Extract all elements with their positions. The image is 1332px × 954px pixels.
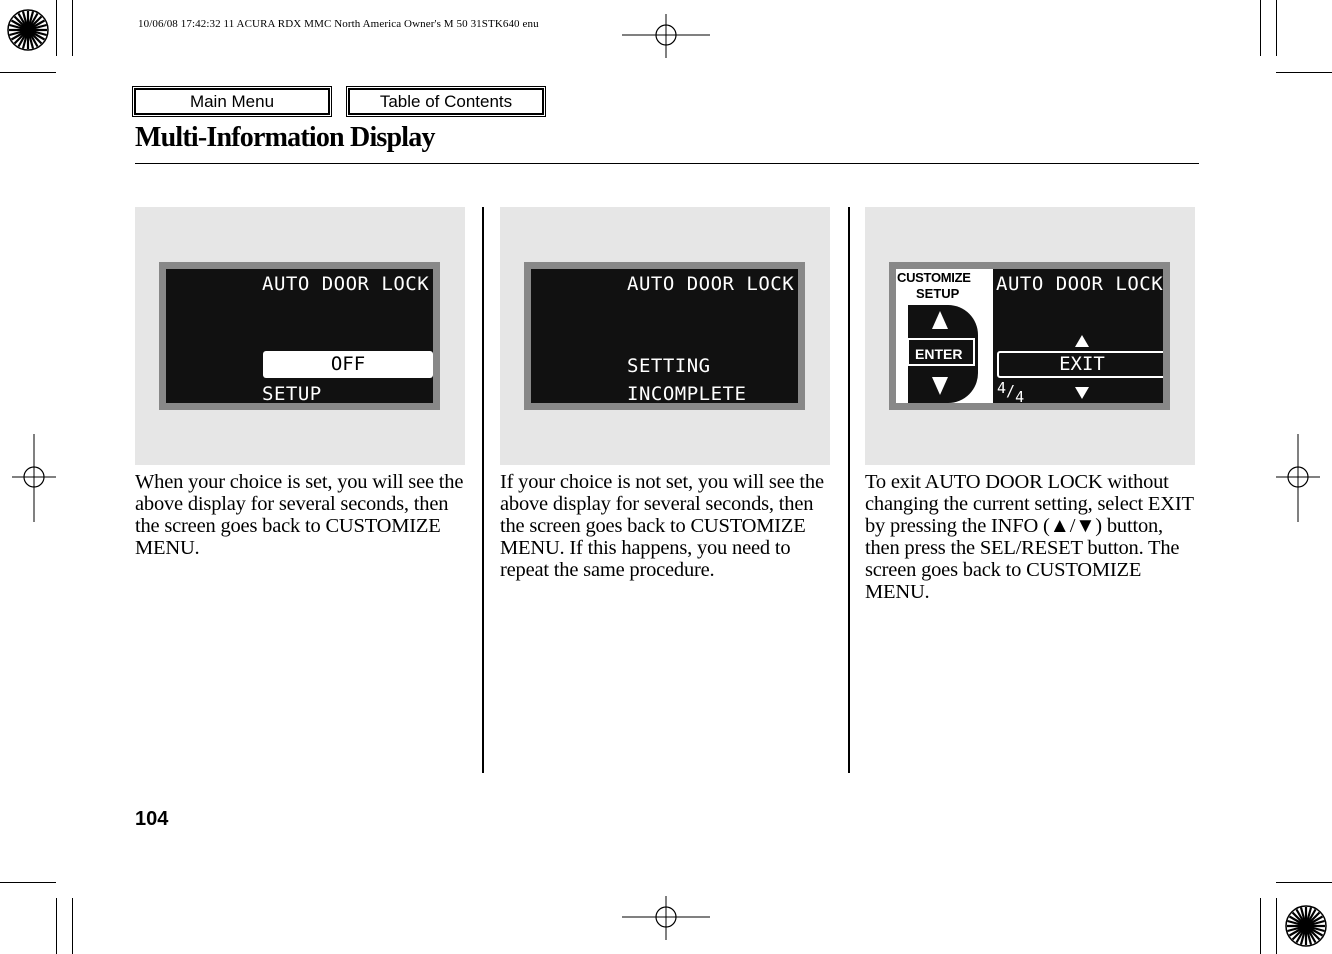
lcd-title: AUTO DOOR LOCK bbox=[262, 273, 430, 295]
display-figure-2 bbox=[500, 207, 830, 465]
registration-sunburst-icon bbox=[1284, 904, 1328, 948]
page-title: Multi-Information Display bbox=[135, 122, 435, 153]
registration-sunburst-icon bbox=[6, 8, 50, 52]
display-figure-3 bbox=[865, 207, 1195, 465]
customize-setup-panel bbox=[896, 269, 993, 403]
lcd-page-indicator: $^4/_4$ bbox=[997, 379, 1024, 401]
registration-crosshair-icon bbox=[622, 896, 710, 940]
lcd-title: AUTO DOOR LOCK bbox=[627, 273, 795, 295]
up-arrow-icon bbox=[1075, 335, 1089, 347]
panel-title-line-2: SETUP bbox=[916, 286, 960, 301]
table-of-contents-button[interactable]: Table of Contents bbox=[348, 88, 544, 115]
panel-enter-label: ENTER bbox=[915, 346, 963, 362]
lcd-footer: SETUP bbox=[262, 383, 322, 403]
lcd-screen bbox=[896, 269, 1163, 403]
page-number: 104 bbox=[135, 808, 169, 830]
column-2-text: If your choice is not set, you will see the above display for several seconds, then the screen goes back to CUSTOMIZE MENU. If this happens, you need to repeat the same procedure. bbox=[500, 471, 824, 581]
lcd-frame bbox=[524, 262, 805, 410]
panel-title-line-1: CUSTOMIZE bbox=[897, 270, 971, 285]
column-divider bbox=[482, 207, 484, 773]
registration-crosshair-icon bbox=[622, 14, 710, 58]
page-indicator-denominator: 4 bbox=[1015, 388, 1025, 403]
main-menu-button[interactable]: Main Menu bbox=[134, 88, 330, 115]
print-header: 10/06/08 17:42:32 11 ACURA RDX MMC North America Owner's M 50 31STK640 enu bbox=[138, 18, 539, 30]
lcd-frame bbox=[159, 262, 440, 410]
page-indicator-numerator: 4 bbox=[997, 379, 1007, 397]
column-1-text: When your choice is set, you will see the above display for several seconds, then the screen goes back to CUSTOMIZE MENU. bbox=[135, 471, 464, 559]
lcd-message-line-2: INCOMPLETE bbox=[627, 383, 747, 403]
lcd-screen bbox=[166, 269, 433, 403]
display-figure-1 bbox=[135, 207, 465, 465]
title-divider bbox=[135, 163, 1199, 164]
registration-crosshair-icon bbox=[12, 434, 56, 522]
column-3-text: To exit AUTO DOOR LOCK without changing the current setting, select EXIT by pressing the INFO (▲/▼) button, then press the SEL/RESET button. The screen goes back to CUSTOMIZE MENU. bbox=[865, 471, 1194, 603]
lcd-exit-option: EXIT bbox=[997, 351, 1163, 378]
registration-crosshair-icon bbox=[1276, 434, 1320, 522]
lcd-frame bbox=[889, 262, 1170, 410]
lcd-message-line-1: SETTING bbox=[627, 355, 711, 377]
lcd-selected-option: OFF bbox=[263, 351, 433, 378]
down-arrow-icon bbox=[1075, 387, 1089, 399]
column-divider bbox=[848, 207, 850, 773]
lcd-title: AUTO DOOR LOCK bbox=[996, 273, 1163, 295]
lcd-screen bbox=[531, 269, 798, 403]
